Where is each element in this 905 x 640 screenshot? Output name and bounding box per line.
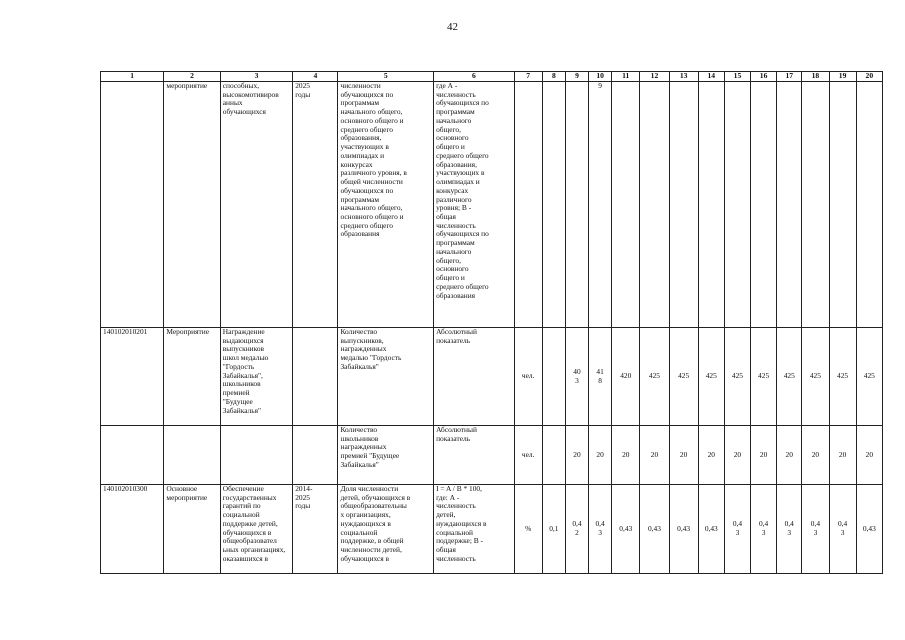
table-cell — [101, 82, 164, 328]
header-row — [101, 72, 883, 82]
table-cell — [751, 82, 777, 328]
table-cell: 20 — [669, 426, 698, 485]
col-header: 20 — [856, 72, 882, 82]
table-cell: Основное мероприятие — [164, 485, 220, 574]
table-cell — [542, 328, 565, 426]
table-cell: 425 — [640, 328, 669, 426]
table-cell — [542, 82, 565, 328]
col-header: 8 — [542, 72, 565, 82]
table-cell: 20 — [802, 426, 829, 485]
table-cell: 420 — [612, 328, 640, 426]
table-cell: 0,4 3 — [777, 485, 802, 574]
program-table — [100, 71, 883, 574]
col-header: 2 — [164, 72, 220, 82]
table-cell: способных, высокомотивиров анных обучающихся — [220, 82, 292, 328]
table-cell: 425 — [856, 328, 882, 426]
page-number: 42 — [447, 21, 458, 33]
table-cell: 20 — [565, 426, 588, 485]
table-cell: 20 — [751, 426, 777, 485]
col-header: 16 — [751, 72, 777, 82]
table-cell: Мероприятие — [164, 328, 220, 426]
table-row — [101, 82, 883, 328]
table-cell — [514, 82, 542, 328]
table-row — [101, 485, 883, 574]
table-cell: Доля численности детей, обучающихся в общеобразовательны х организациях, нуждающихся в социальной поддержке, в общей численности детей, обучающихся в — [338, 485, 434, 574]
table-cell: 40 3 — [565, 328, 588, 426]
table-cell: чел. — [514, 328, 542, 426]
table-cell: 0,43 — [612, 485, 640, 574]
table-cell — [220, 426, 292, 485]
table-cell: 0,43 — [640, 485, 669, 574]
table-cell — [612, 82, 640, 328]
table-cell: 2025 годы — [293, 82, 338, 328]
table-cell: 425 — [829, 328, 856, 426]
table-cell: 2014- 2025 годы — [293, 485, 338, 574]
col-header: 11 — [612, 72, 640, 82]
table-cell — [164, 426, 220, 485]
col-header: 13 — [669, 72, 698, 82]
table-cell: 0,4 3 — [829, 485, 856, 574]
table-cell — [856, 82, 882, 328]
table-cell: чел. — [514, 426, 542, 485]
table-cell: где А - численность обучающихся по программам начального общего, основного общего и среднего общего образования, участвующих в олимпиадах и конкурсах различного уровня; В - общая численность обучающихся по программам начального общего, основного общего и среднего общего образования — [434, 82, 515, 328]
table-cell: Количество школьников награжденных премией "Будущее Забайкалья" — [338, 426, 434, 485]
table-cell: 0,43 — [856, 485, 882, 574]
table-cell: 9 — [589, 82, 612, 328]
col-header: 18 — [802, 72, 829, 82]
table-cell: 0,43 — [698, 485, 724, 574]
table-cell: 20 — [856, 426, 882, 485]
col-header: 6 — [434, 72, 515, 82]
table-cell: 20 — [724, 426, 750, 485]
col-header: 17 — [777, 72, 802, 82]
table-cell — [724, 82, 750, 328]
table-cell: 0,4 3 — [589, 485, 612, 574]
col-header: 5 — [338, 72, 434, 82]
table-cell: мероприятие — [164, 82, 220, 328]
table-cell: Количество выпускников, награжденных медалью "Гордость Забайкалья" — [338, 328, 434, 426]
table-cell — [293, 426, 338, 485]
table-cell — [640, 82, 669, 328]
col-header: 10 — [589, 72, 612, 82]
table-cell: 425 — [724, 328, 750, 426]
col-header: 19 — [829, 72, 856, 82]
table-cell — [829, 82, 856, 328]
table-cell: 20 — [640, 426, 669, 485]
table-cell: 0,4 3 — [724, 485, 750, 574]
table-cell: 425 — [698, 328, 724, 426]
table-cell: Обеспечение государственных гарантий по социальной поддержке детей, обучающихся в общеобразовател ьных организациях, оказавшихся в — [220, 485, 292, 574]
table-cell: 20 — [829, 426, 856, 485]
table-cell: 140102010300 — [101, 485, 164, 574]
col-header: 1 — [101, 72, 164, 82]
table-cell — [669, 82, 698, 328]
table-cell — [565, 82, 588, 328]
table-cell: 0,1 — [542, 485, 565, 574]
table-cell: 20 — [589, 426, 612, 485]
col-header: 3 — [220, 72, 292, 82]
table-cell: 425 — [669, 328, 698, 426]
table-cell: 20 — [612, 426, 640, 485]
table-cell — [542, 426, 565, 485]
table-cell — [293, 328, 338, 426]
table-row — [101, 426, 883, 485]
table-cell — [802, 82, 829, 328]
table-cell: Награждение выдающихся выпускников школ медалью "Гордость Забайкалья", школьников премией "Будущее Забайкалья" — [220, 328, 292, 426]
col-header: 14 — [698, 72, 724, 82]
table-cell: 425 — [777, 328, 802, 426]
table-cell: % — [514, 485, 542, 574]
table-cell: Абсолютный показатель — [434, 426, 515, 485]
table-cell: 0,4 3 — [751, 485, 777, 574]
table-row — [101, 328, 883, 426]
table-cell: 0,43 — [669, 485, 698, 574]
table-cell: I = A / B * 100, где: А - численность детей, нуждающихся в социальной поддержке; В - общая численность — [434, 485, 515, 574]
col-header: 7 — [514, 72, 542, 82]
table-cell: 0,4 2 — [565, 485, 588, 574]
table-cell: 20 — [777, 426, 802, 485]
table-cell: 41 8 — [589, 328, 612, 426]
table-cell: численности обучающихся по программам начального общего, основного общего и среднего общего образования, участвующих в олимпиадах и конкурсах различного уровня, в общей численности обучающихся по программам начального общего, основного общего и среднего общего образования — [338, 82, 434, 328]
table-cell: 20 — [698, 426, 724, 485]
col-header: 15 — [724, 72, 750, 82]
col-header: 12 — [640, 72, 669, 82]
table-cell — [777, 82, 802, 328]
table-cell: 0,4 3 — [802, 485, 829, 574]
table-cell: 425 — [802, 328, 829, 426]
col-header: 9 — [565, 72, 588, 82]
table-cell — [698, 82, 724, 328]
table-cell: 425 — [751, 328, 777, 426]
table-cell — [101, 426, 164, 485]
table-cell: 140102010201 — [101, 328, 164, 426]
table-cell: Абсолютный показатель — [434, 328, 515, 426]
col-header: 4 — [293, 72, 338, 82]
